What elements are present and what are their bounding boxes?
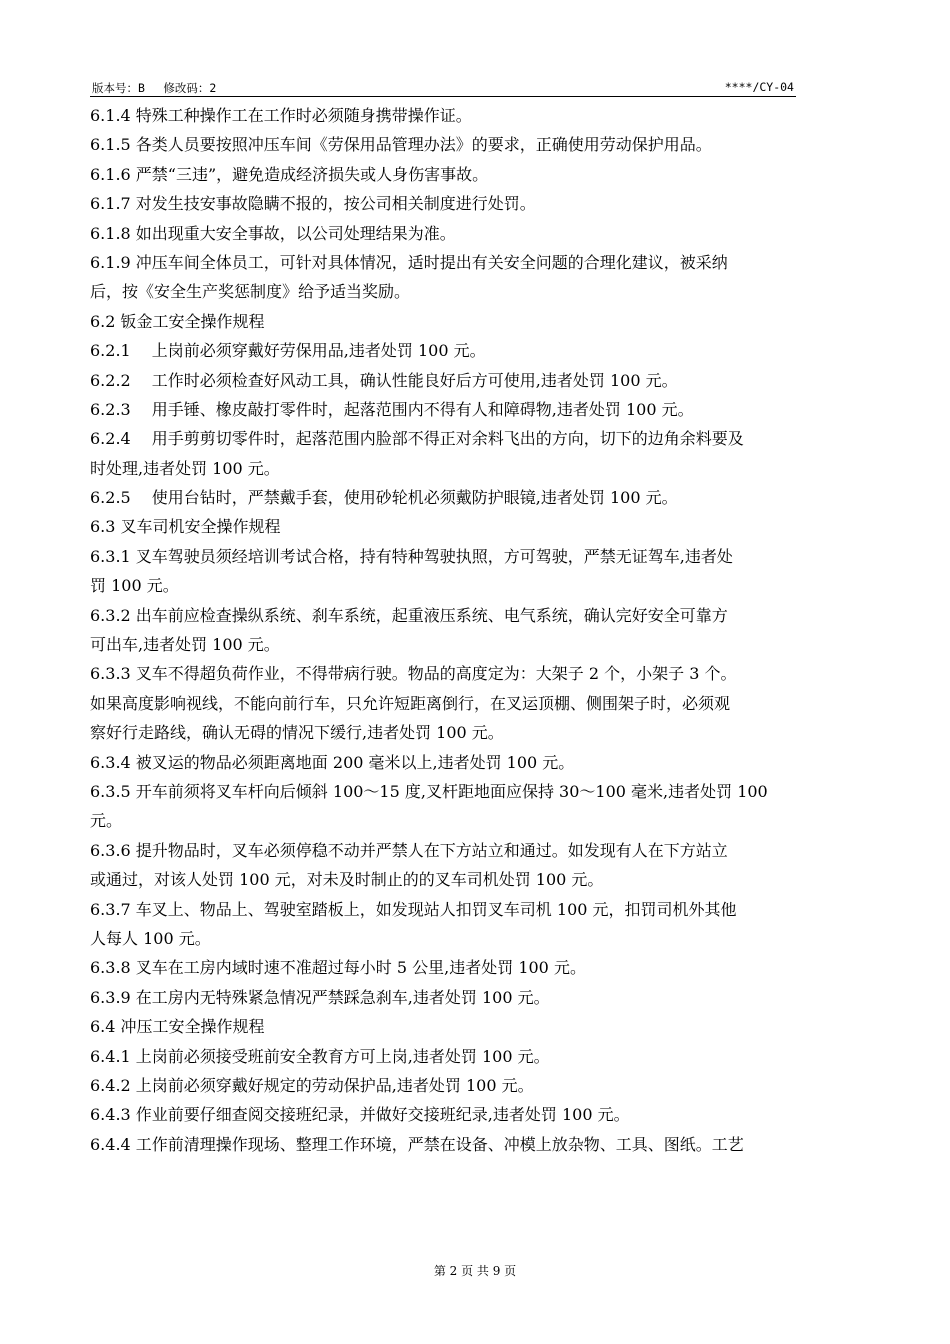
text-line: 6.3 叉车司机安全操作规程 bbox=[90, 517, 281, 537]
text-line: 6.3.8 叉车在工房内域时速不准超过每小时 5 公里,违者处罚 100 元。 bbox=[90, 958, 586, 978]
text-line: 6.2.5 使用台钻时，严禁戴手套，使用砂轮机必须戴防护眼镜,违者处罚 100 元。 bbox=[90, 488, 678, 508]
text-line: 6.1.4 特殊工种操作工在工作时必须随身携带操作证。 bbox=[90, 106, 472, 125]
text-line: 可出车,违者处罚 100 元。 bbox=[90, 635, 280, 655]
text-line: 罚 100 元。 bbox=[90, 576, 179, 596]
text-line: 6.2.3 用手锤、橡皮敲打零件时，起落范围内不得有人和障碍物,违者处罚 100 元。 bbox=[90, 399, 694, 419]
header-version: 版本号：B 修改码：2 bbox=[92, 81, 217, 95]
page-footer: 第 2 页 共 9 页 bbox=[433, 1264, 517, 1278]
text-line: 6.2.4 用手剪剪切零件时，起落范围内脸部不得正对余料飞出的方向，切下的边角余料要及 bbox=[90, 429, 744, 449]
text-line: 6.1.9 冲压车间全体员工，可针对具体情况，适时提出有关安全问题的合理化建议，被采纳 bbox=[90, 252, 728, 272]
text-line: 时处理,违者处罚 100 元。 bbox=[90, 458, 280, 478]
text-line: 6.1.7 对发生技安事故隐瞒不报的，按公司相关制度进行处罚。 bbox=[90, 194, 536, 214]
text-line: 6.3.6 提升物品时，叉车必须停稳不动并严禁人在下方站立和通过。如发现有人在下方站立 bbox=[90, 840, 728, 860]
text-line: 6.1.6 严禁“三违”，避免造成经济损失或人身伤害事故。 bbox=[90, 164, 489, 184]
text-line: 6.4.3 作业前要仔细查阅交接班纪录，并做好交接班纪录,违者处罚 100 元。 bbox=[90, 1105, 630, 1125]
text-line: 后，按《安全生产奖惩制度》给予适当奖励。 bbox=[90, 282, 411, 302]
text-line: 6.3.9 在工房内无特殊紧急情况严禁踩急刹车,违者处罚 100 元。 bbox=[90, 987, 550, 1007]
text-line: 察好行走路线，确认无碍的情况下缓行,违者处罚 100 元。 bbox=[90, 723, 504, 743]
text-line: 6.4.1 上岗前必须接受班前安全教育方可上岗,违者处罚 100 元。 bbox=[90, 1046, 550, 1066]
text-line: 6.3.5 开车前须将叉车杆向后倾斜 100～15 度,叉杆距地面应保持 30～100 毫米,违者处罚 100 bbox=[90, 781, 768, 801]
document-body bbox=[90, 101, 860, 1159]
text-line: 6.4.4 工作前清理操作现场、整理工作环境，严禁在设备、冲模上放杂物、工具、图纸。工艺 bbox=[90, 1134, 744, 1154]
header-doc-code: ****/CY-04 bbox=[724, 80, 794, 94]
text-line: 如果高度影响视线，不能向前行车，只允许短距离倒行，在叉运顶棚、侧围架子时，必须观 bbox=[90, 693, 731, 713]
text-line: 元。 bbox=[90, 811, 123, 831]
text-line: 6.1.8 如出现重大安全事故，以公司处理结果为准。 bbox=[90, 223, 456, 243]
text-line: 6.4 冲压工安全操作规程 bbox=[90, 1017, 265, 1037]
text-line: 6.3.4 被叉运的物品必须距离地面 200 毫米以上,违者处罚 100 元。 bbox=[90, 752, 575, 772]
text-line: 6.2 钣金工安全操作规程 bbox=[90, 311, 265, 331]
text-line: 6.2.1 上岗前必须穿戴好劳保用品,违者处罚 100 元。 bbox=[90, 341, 486, 361]
text-line: 6.3.3 叉车不得超负荷作业，不得带病行驶。物品的高度定为：大架子 2 个，小架子 3 个。 bbox=[90, 664, 737, 684]
text-line: 6.3.2 出车前应检查操纵系统、刹车系统，起重液压系统、电气系统，确认完好安全可靠方 bbox=[90, 605, 728, 625]
text-line: 6.3.7 车叉上、物品上、驾驶室踏板上，如发现站人扣罚叉车司机 100 元，扣罚司机外其他 bbox=[90, 899, 737, 919]
text-line: 6.3.1 叉车驾驶员须经培训考试合格，持有特种驾驶执照，方可驾驶，严禁无证驾车,违者处 bbox=[90, 546, 733, 566]
text-line: 6.2.2 工作时必须检查好风动工具，确认性能良好后方可使用,违者处罚 100 元。 bbox=[90, 370, 678, 390]
text-line: 6.1.5 各类人员要按照冲压车间《劳保用品管理办法》的要求，正确使用劳动保护用品。 bbox=[90, 135, 712, 155]
text-line: 人每人 100 元。 bbox=[90, 928, 211, 948]
text-line: 或通过，对该人处罚 100 元，对未及时制止的的叉车司机处罚 100 元。 bbox=[90, 870, 604, 890]
text-line: 6.4.2 上岗前必须穿戴好规定的劳动保护品,违者处罚 100 元。 bbox=[90, 1075, 534, 1095]
page-header bbox=[90, 78, 796, 97]
